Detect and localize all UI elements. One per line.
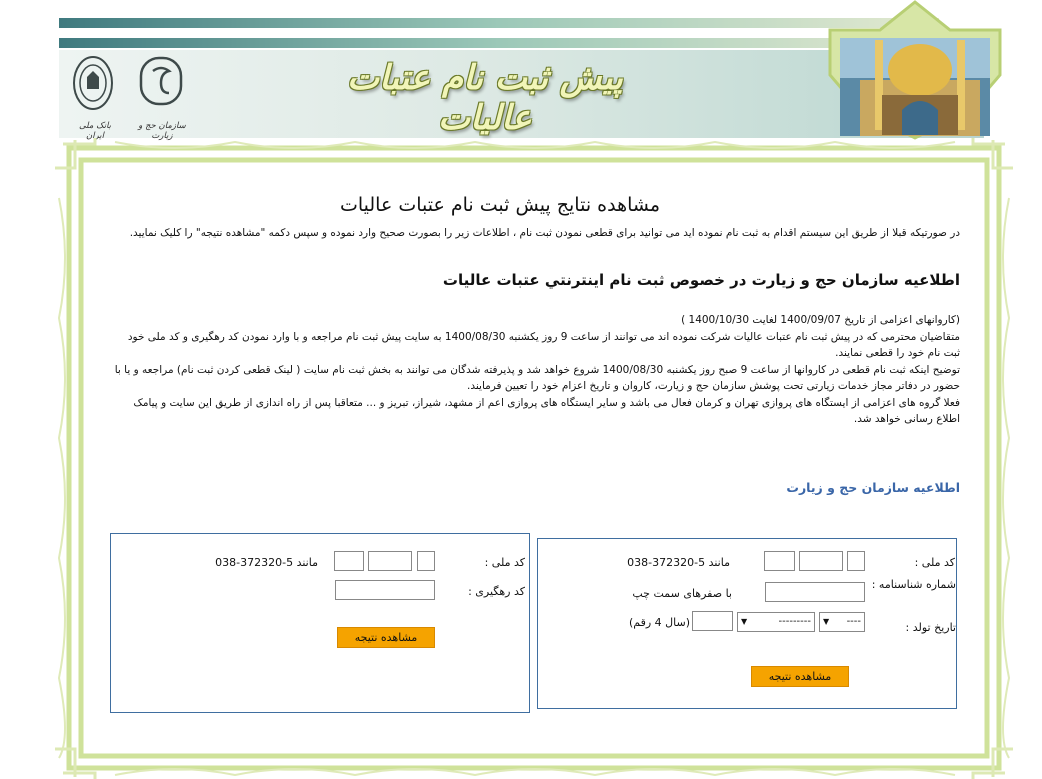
tracking-code-label: کد رهگیری :	[468, 585, 525, 598]
header-top-stripe	[59, 18, 939, 28]
birth-year-input[interactable]	[692, 611, 733, 631]
national-code-input-left-part3[interactable]	[334, 551, 364, 571]
submit-button-right[interactable]: مشاهده نتیجه	[751, 666, 849, 687]
hajj-org-logo	[138, 55, 184, 101]
page-title: مشاهده نتایج پیش ثبت نام عتبات عالیات	[339, 194, 661, 216]
national-code-input-part3[interactable]	[764, 551, 795, 571]
national-code-input-part1[interactable]	[847, 551, 865, 571]
notice-heading: اطلاعیه سازمان حج و زیارت در خصوص ثبت نام اینترنتي عتبات عالیات	[442, 271, 960, 289]
notice-body	[110, 312, 960, 428]
national-code-label: کد ملی :	[914, 556, 955, 569]
birth-day-select[interactable]: ▼ ----	[819, 612, 865, 632]
id-number-hint: با صفرهای سمت چپ	[632, 587, 732, 600]
notice-line: توضیح اینکه ثبت نام قطعی در کاروانها از ساعت 9 صبح روز یکشنبه 1400/08/30 شروع خواهد شد و پذیرفته شدگان می توانند به بخش ثبت نام سایت ( لینک قطعی کردن ثبت نام) مراجعه و یا با حضور در دفاتر مجاز خدمات زیارتی تحت پوشش سازمان حج و زیارت، کاروان و تاریخ اعزام خود را تعیین فرمایند.	[114, 363, 960, 392]
header-second-stripe	[59, 38, 939, 48]
id-number-label: شماره شناسنامه :	[871, 578, 956, 591]
birth-date-label: تاریخ تولد :	[905, 621, 956, 634]
national-code-label-left: کد ملی :	[484, 556, 525, 569]
notice-link[interactable]: اطلاعیه سازمان حج و زیارت	[786, 480, 960, 495]
national-code-input-part2[interactable]	[799, 551, 843, 571]
bank-melli-logo	[71, 55, 115, 115]
national-code-example-left: مانند 5-372320-038	[215, 556, 318, 569]
header-title: پیش ثبت نام عتبات عالیات	[347, 58, 623, 138]
birth-month-select[interactable]: ▼ ---------	[737, 612, 815, 632]
tracking-code-input[interactable]	[335, 580, 435, 600]
notice-line: متقاضیان محترمی که در پیش ثبت نام عتبات عالیات شرکت نموده اند می توانند از ساعت 9 روز یکشنبه 1400/08/30 به سایت پیش ثبت نام مراجعه و با وارد نمودن کد رهگیری و کد ملی خود ثبت نام خود را قطعی نمایند.	[127, 330, 960, 359]
submit-button-left[interactable]: مشاهده نتیجه	[337, 627, 435, 648]
form-by-tracking-code	[110, 533, 530, 713]
national-code-example: مانند 5-372320-038	[627, 556, 730, 569]
notice-line: (کاروانهای اعزامی از تاریخ 1400/09/07 لغایت 1400/10/30 )	[681, 314, 960, 326]
national-code-input-left-part2[interactable]	[368, 551, 412, 571]
shrine-image	[820, 0, 1010, 140]
birth-year-hint: (سال 4 رقم)	[628, 616, 690, 629]
id-number-input[interactable]	[765, 582, 865, 602]
hajj-org-logo-caption: سازمان حج و زیارت	[138, 121, 186, 141]
national-code-input-left-part1[interactable]	[417, 551, 435, 571]
intro-text: در صورتیکه قبلا از طریق این سیستم اقدام به ثبت نام نموده اید می توانید برای قطعی نمودن ثبت نام ، اطلاعات زیر را بصورت صحیح وارد نموده و سپس دکمه "مشاهده نتیجه" را کلیک نمایید.	[129, 227, 960, 239]
notice-line: فعلا گروه های اعزامی از ایستگاه های پروازی تهران و کرمان فعال می باشد و سایر ایستگاه های پروازی اعم از مشهد، شیراز، تبریز و ... متعاقبا پس از راه اندازی از طریق این سایت و پیامک اطلاع رسانی خواهد شد.	[133, 396, 960, 425]
bank-melli-logo-caption: بانک ملی ایران	[78, 121, 112, 141]
